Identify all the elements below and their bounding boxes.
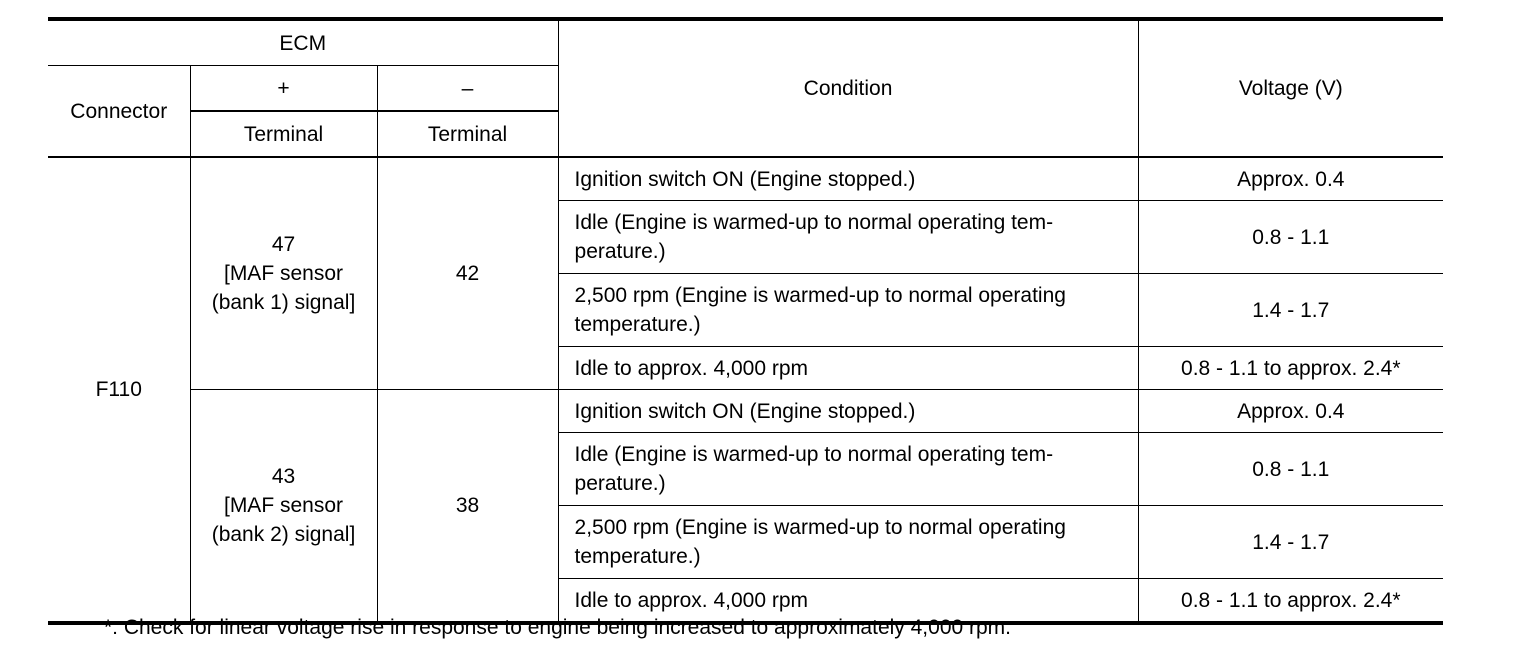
condition-header: Condition xyxy=(558,19,1138,157)
condition-cell xyxy=(558,506,1138,579)
minus-terminal-header: Terminal xyxy=(377,111,558,157)
voltage-header: Voltage (V) xyxy=(1138,19,1443,157)
condition-line: perature.) xyxy=(574,240,666,263)
condition-cell: Ignition switch ON (Engine stopped.) xyxy=(558,390,1138,433)
plus-terminal-header: Terminal xyxy=(190,111,377,157)
voltage-cell: 0.8 - 1.1 to approx. 2.4* xyxy=(1138,347,1443,390)
voltage-cell: 0.8 - 1.1 xyxy=(1138,433,1443,506)
condition-cell: Idle to approx. 4,000 rpm xyxy=(558,579,1138,624)
ecm-header: ECM xyxy=(48,19,558,66)
terminal-desc-line: [MAF sensor xyxy=(223,262,344,285)
voltage-cell: Approx. 0.4 xyxy=(1138,390,1443,433)
condition-line: 2,500 rpm (Engine is warmed-up to normal operating xyxy=(574,284,1066,307)
condition-line: Idle (Engine is warmed-up to normal operating tem- xyxy=(574,211,1054,234)
condition-line: 2,500 rpm (Engine is warmed-up to normal operating xyxy=(574,516,1066,539)
minus-terminal-cell: 42 xyxy=(377,157,558,390)
plus-terminal-cell xyxy=(190,157,377,390)
minus-header: – xyxy=(377,66,558,112)
minus-terminal-cell: 38 xyxy=(377,390,558,624)
condition-line: temperature.) xyxy=(574,313,701,336)
terminal-number: 47 xyxy=(271,233,296,256)
condition-line: temperature.) xyxy=(574,545,701,568)
voltage-cell: 1.4 - 1.7 xyxy=(1138,506,1443,579)
condition-line: Idle (Engine is warmed-up to normal operating tem- xyxy=(574,443,1054,466)
terminal-desc-line: [MAF sensor xyxy=(223,494,344,517)
condition-line: perature.) xyxy=(574,472,666,495)
voltage-cell: 1.4 - 1.7 xyxy=(1138,274,1443,347)
voltage-cell: 0.8 - 1.1 xyxy=(1138,201,1443,274)
condition-cell xyxy=(558,274,1138,347)
connector-cell: F110 xyxy=(48,157,190,623)
terminal-desc-line: (bank 1) signal] xyxy=(211,291,356,314)
voltage-cell: 0.8 - 1.1 to approx. 2.4* xyxy=(1138,579,1443,624)
condition-cell: Ignition switch ON (Engine stopped.) xyxy=(558,157,1138,201)
voltage-cell: Approx. 0.4 xyxy=(1138,157,1443,201)
footnote: *: Check for linear voltage rise in response to engine being increased to approximately 4,000 rpm. xyxy=(104,616,1012,639)
connector-header: Connector xyxy=(48,66,190,158)
plus-terminal-cell xyxy=(190,390,377,624)
condition-cell: Idle to approx. 4,000 rpm xyxy=(558,347,1138,390)
terminal-number: 43 xyxy=(271,465,296,488)
plus-header: + xyxy=(190,66,377,112)
terminal-voltage-table xyxy=(48,17,1443,625)
terminal-desc-line: (bank 2) signal] xyxy=(211,523,356,546)
condition-cell xyxy=(558,201,1138,274)
condition-cell xyxy=(558,433,1138,506)
